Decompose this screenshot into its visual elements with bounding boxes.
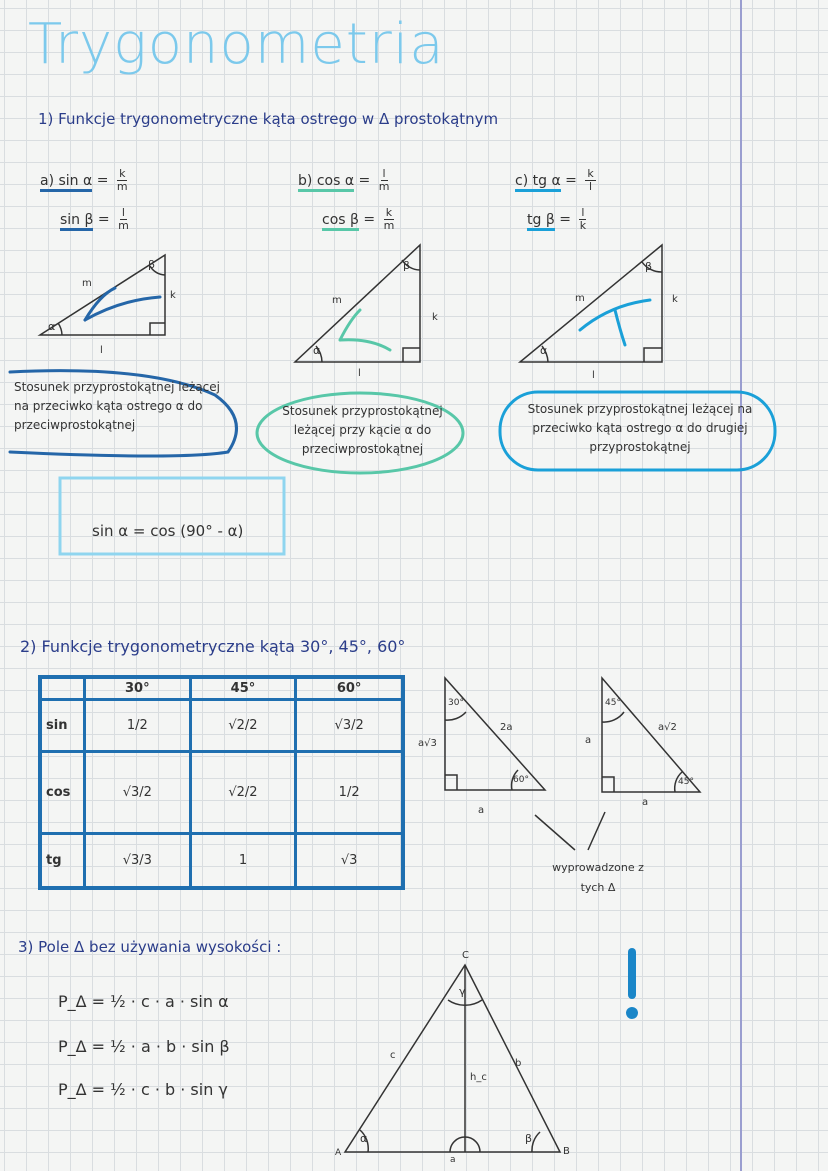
- fraction: $\frac{l}{m}$: [118, 206, 129, 232]
- angle-alpha: α: [360, 1132, 368, 1145]
- formula-cos-beta: cos β = $\frac{k}{m}$: [322, 206, 395, 232]
- table-cell: 1/2: [85, 699, 191, 752]
- angle-gamma: γ: [459, 985, 466, 998]
- table-row: [40, 752, 403, 834]
- table-header: 60°: [296, 677, 403, 699]
- arrow-c: [580, 300, 650, 345]
- label-30: 30°: [448, 698, 464, 708]
- label-l: l: [592, 370, 595, 381]
- section1-heading: 1) Funkcje trygonometryczne kąta ostrego w Δ prostokątnym: [38, 110, 499, 128]
- table-cell: √2/2: [190, 699, 296, 752]
- identity-box: [60, 478, 284, 554]
- label-60: 60°: [513, 775, 529, 785]
- label-2a: 2a: [500, 722, 513, 733]
- formula-tg-beta: tg β = $\frac{l}{k}$: [527, 206, 587, 232]
- row-label: sin: [40, 699, 85, 752]
- table-header: 30°: [85, 677, 191, 699]
- table-cell: 1: [190, 834, 296, 888]
- fraction: $\frac{l}{m}$: [378, 167, 390, 193]
- arrow-a: [85, 297, 160, 320]
- label-45: 45°: [678, 777, 694, 787]
- formula-sin-beta: sin β = $\frac{l}{m}$: [60, 206, 129, 232]
- label-b: b): [298, 172, 313, 189]
- label-beta: β: [148, 258, 156, 271]
- triangle-45-45: [602, 678, 700, 792]
- label-alpha: α: [540, 344, 548, 357]
- fn: tg α: [532, 172, 561, 189]
- vertex-b: B: [563, 1146, 570, 1157]
- fraction: $\frac{l}{k}$: [579, 206, 587, 232]
- table-cell: 1/2: [296, 752, 403, 834]
- page-title: Trygonometria: [28, 12, 445, 77]
- area-formula: P_Δ = ½ · c · b · sin γ: [58, 1080, 228, 1099]
- label-m: m: [575, 293, 585, 304]
- trig-values-table: [38, 675, 405, 890]
- note-sin: Stosunek przyprostokątnej leżącej na przeciwko kąta ostrego α do przeciwprostokątnej: [14, 380, 220, 432]
- label-a: a: [585, 735, 592, 746]
- section3-heading: 3) Pole Δ bez używania wysokości :: [18, 938, 282, 956]
- label-m: m: [332, 295, 342, 306]
- exclamation-dot: [626, 1007, 638, 1019]
- label-k: k: [170, 290, 176, 301]
- table-header-empty: [40, 677, 85, 699]
- label-l: l: [358, 368, 361, 379]
- fn: cos β: [322, 212, 359, 231]
- label-a-sqrt2: a√2: [658, 722, 677, 733]
- label-beta: β: [645, 260, 653, 273]
- label-beta: β: [403, 259, 411, 272]
- note-tg: Stosunek przyprostokątnej leżącej na przeciwko kąta ostrego α do drugiej przyprostokątnej: [527, 402, 753, 454]
- fn: sin α: [58, 172, 93, 189]
- table-cell: √3/3: [85, 834, 191, 888]
- label-a: a: [478, 805, 485, 816]
- arrow-b: [340, 310, 390, 350]
- label-k: k: [672, 294, 678, 305]
- table-row: [40, 699, 403, 752]
- table-header: 45°: [190, 677, 296, 699]
- side-b: b: [515, 1058, 522, 1069]
- label-m: m: [82, 278, 92, 289]
- identity-formula: sin α = cos (90° - α): [92, 522, 244, 540]
- area-formula: P_Δ = ½ · a · b · sin β: [58, 1037, 230, 1056]
- table-cell: √3/2: [296, 699, 403, 752]
- label-a-sqrt3: a√3: [418, 738, 437, 749]
- fn: cos α: [316, 172, 355, 189]
- fraction: $\frac{k}{l}$: [587, 167, 594, 193]
- table-cell: √3/2: [85, 752, 191, 834]
- row-label: cos: [40, 752, 85, 834]
- note-cos: Stosunek przyprostokątnej leżącej przy kącie α do przeciwprostokątnej: [282, 404, 443, 456]
- label-a: a): [40, 172, 55, 189]
- angle-beta: β: [525, 1132, 533, 1145]
- area-formula: P_Δ = ½ · c · a · sin α: [58, 992, 229, 1011]
- height-hc: h_c: [470, 1072, 487, 1083]
- formula-tg-alpha: c) tg α = $\frac{k}{l}$: [515, 167, 594, 193]
- fraction: $\frac{k}{m}$: [116, 167, 128, 193]
- formula-sin-alpha: a) sin α = $\frac{k}{m}$: [40, 167, 128, 193]
- label-45: 45°: [605, 698, 621, 708]
- fn: sin β: [60, 212, 93, 231]
- label-c: c): [515, 172, 529, 189]
- label-l: l: [100, 345, 103, 356]
- label-alpha: α: [48, 320, 56, 333]
- label-alpha: α: [313, 344, 321, 357]
- side-c: c: [390, 1050, 396, 1061]
- vertex-a: A: [335, 1148, 342, 1158]
- formula-cos-alpha: b) cos α = $\frac{l}{m}$: [298, 167, 390, 193]
- triangle-30-60: [445, 678, 545, 790]
- triangle-abc: [345, 965, 560, 1152]
- side-a: a: [450, 1155, 456, 1165]
- section2-heading: 2) Funkcje trygonometryczne kąta 30°, 45°, 60°: [20, 637, 406, 656]
- fraction: $\frac{k}{m}$: [383, 206, 395, 232]
- label-k: k: [432, 312, 438, 323]
- table-cell: √3: [296, 834, 403, 888]
- table-cell: √2/2: [190, 752, 296, 834]
- row-label: tg: [40, 834, 85, 888]
- vertex-c: C: [462, 950, 469, 961]
- arrow-line: [535, 812, 605, 850]
- table-row: [40, 834, 403, 888]
- derived-note: wyprowadzone z tych Δ: [552, 861, 644, 894]
- fn: tg β: [527, 212, 555, 231]
- label-a: a: [642, 797, 649, 808]
